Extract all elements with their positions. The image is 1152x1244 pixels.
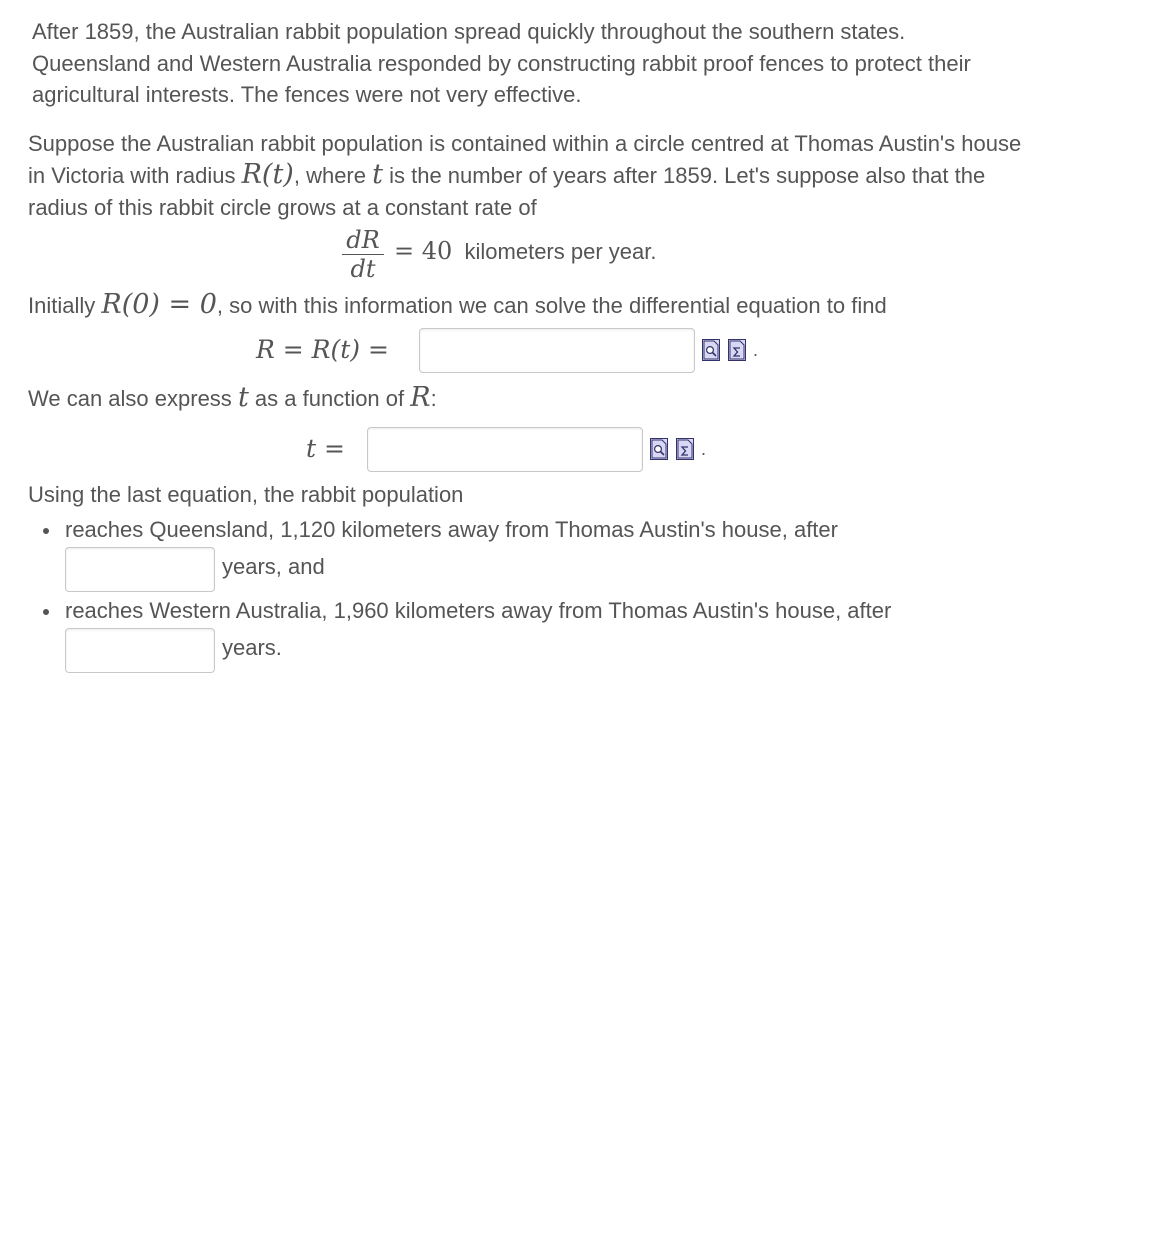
question-2-label: t =	[306, 434, 345, 463]
initial-text: , so with this information we can solve the differential equation to find	[216, 293, 887, 318]
setup-text-1: Suppose the Australian rabbit population is contained within a circle centred at Thomas Austin's house in Victoria with radius	[28, 130, 1022, 188]
t-of-r-answer-input[interactable]	[367, 427, 643, 472]
western-australia-years-input[interactable]	[65, 628, 215, 673]
fraction-numerator: dR	[346, 226, 380, 254]
bullet-dot	[43, 528, 49, 534]
queensland-answer-row	[65, 547, 1028, 593]
equation-editor-icon[interactable]	[728, 339, 746, 361]
rate-equation	[28, 227, 1028, 289]
setup-text-2: , where	[293, 163, 366, 188]
bullet-tail: years, and	[222, 554, 325, 579]
question-1-row	[28, 328, 1028, 376]
bullet-text: reaches Queensland, 1,120 kilometers away from Thomas Austin's house, after	[65, 517, 838, 542]
derivative-fraction	[342, 227, 384, 282]
intro-paragraph: After 1859, the Australian rabbit population spread quickly throughout the southern states. Queensland and Western Australia responded by constructing rabbit proof fences to protect their agricultural interests. The fences were not very effective.	[32, 19, 971, 107]
express-middle: as a function of	[254, 386, 405, 411]
western-australia-answer-row	[65, 628, 1028, 674]
rate-value-line	[394, 237, 656, 265]
setup-text-3: is the number of years after 1859. Let's suppose also that the radius of this rabbit circle grows at a constant rate of	[28, 163, 986, 220]
question-1-period: .	[753, 340, 759, 360]
rate-value: = 40	[394, 237, 453, 265]
fraction-denominator: dt	[350, 255, 376, 283]
express-r-math: R	[410, 382, 431, 413]
rate-unit: kilometers per year.	[464, 239, 657, 264]
equation-editor-icon[interactable]	[676, 438, 694, 460]
queensland-years-input[interactable]	[65, 547, 215, 592]
preview-answer-icon[interactable]	[650, 438, 668, 460]
radius-math: R(t)	[241, 159, 294, 190]
t-math: t	[372, 159, 383, 190]
r-of-t-answer-input[interactable]	[419, 328, 695, 373]
initial-prefix: Initially	[28, 293, 96, 318]
express-prefix: We can also express	[28, 386, 232, 411]
initial-condition-line	[28, 289, 1028, 322]
question-1-label: R = R(t) =	[256, 335, 389, 364]
bullet-tail: years.	[222, 635, 282, 660]
question-2-row	[28, 427, 1028, 475]
list-item	[28, 514, 1028, 593]
express-line	[28, 382, 1028, 415]
question-2-period: .	[701, 439, 707, 459]
answer-bullets	[28, 514, 1028, 674]
bullet-text: reaches Western Australia, 1,960 kilometers away from Thomas Austin's house, after	[65, 598, 892, 623]
preview-answer-icon[interactable]	[702, 339, 720, 361]
using-line: Using the last equation, the rabbit population	[28, 482, 464, 507]
list-item	[28, 595, 1028, 674]
express-t-math: t	[237, 382, 249, 413]
express-suffix: :	[430, 386, 437, 411]
setup-paragraph	[28, 128, 1028, 224]
problem-body	[28, 16, 1028, 674]
bullet-dot	[43, 609, 49, 615]
initial-condition-math: R(0) = 0	[101, 289, 217, 320]
